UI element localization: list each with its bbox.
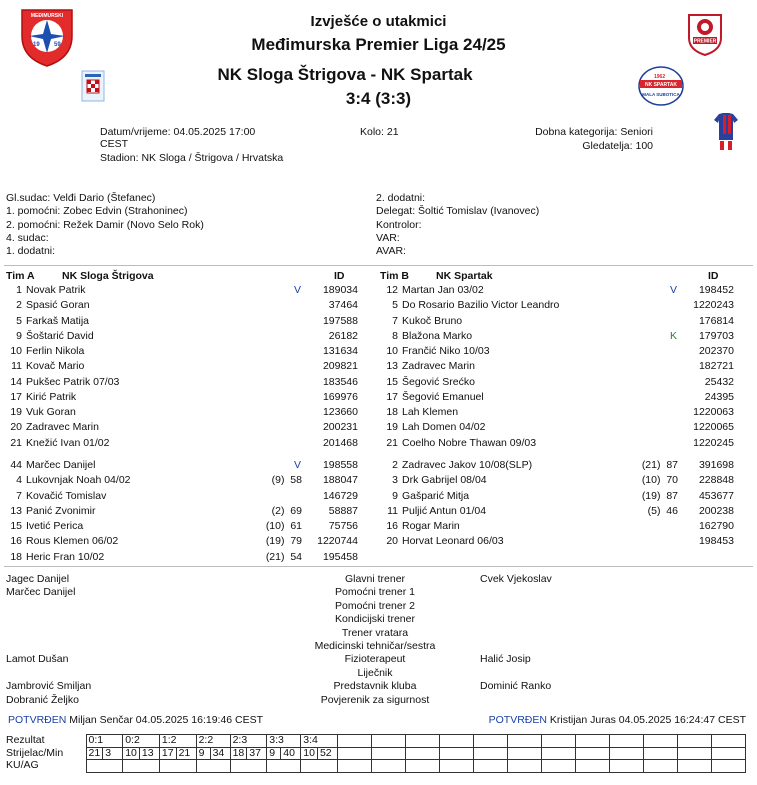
player-name: Kovačić Tomislav	[26, 489, 107, 502]
empty-cell	[371, 760, 405, 773]
player-id: 123660	[322, 406, 358, 418]
player-name: Ivetić Perica	[26, 520, 84, 532]
confirm-left-status: POTVRĐEN	[8, 714, 67, 726]
player-id: 198452	[698, 284, 734, 296]
empty-cell	[439, 735, 473, 748]
substitution-info: (21) 54	[265, 550, 302, 563]
empty-cell	[507, 735, 541, 748]
player-name: Horvat Leonard 06/03	[402, 535, 504, 548]
player-name: Puljić Antun 01/04	[402, 504, 487, 517]
scorer-minute: 13	[139, 747, 159, 760]
empty-cell	[643, 747, 677, 760]
confirm-right-text: Kristijan Juras 04.05.2025 16:24:47 CEST	[549, 714, 746, 726]
captain-mark: K	[670, 329, 678, 342]
captain-mark: V	[670, 284, 678, 296]
player-row	[376, 345, 746, 360]
player-row	[0, 474, 370, 489]
player-name: Martan Jan 03/02	[402, 284, 484, 296]
player-row	[0, 376, 370, 391]
player-number: 20	[10, 421, 22, 434]
player-number: 12	[386, 284, 398, 296]
result-score: 3:4	[301, 735, 338, 748]
player-id: 195458	[322, 550, 358, 563]
age-category: Dobna kategorija: Seniori	[535, 126, 653, 138]
player-id: 37464	[328, 299, 358, 312]
ku-cell	[196, 760, 230, 773]
player-id: 26182	[328, 329, 358, 342]
staff-name-b: Dominić Ranko	[480, 680, 552, 693]
player-name: Farkaš Matija	[26, 314, 90, 327]
player-number: 13	[386, 360, 398, 373]
empty-cell	[575, 760, 609, 773]
player-id: 169976	[322, 390, 358, 403]
match-stadium: Stadion: NK Sloga / Štrigova / Hrvatska	[100, 152, 284, 164]
official-line: 2. dodatni:	[376, 192, 426, 204]
result-score: 3:3	[267, 735, 301, 748]
player-number: 8	[392, 329, 398, 342]
player-id: 1220065	[693, 421, 734, 434]
player-id: 146729	[322, 489, 358, 502]
player-id: 182721	[698, 360, 734, 373]
results-label: Rezultat	[6, 734, 45, 747]
confirm-right-status: POTVRĐEN	[488, 714, 547, 726]
confirm-left	[8, 714, 263, 726]
result-score: 2:2	[196, 735, 230, 748]
player-name: Coelho Nobre Thawan 09/03	[402, 436, 537, 449]
staff-role: Pomoćni trener 1	[335, 586, 415, 599]
team-a-label: Tim A	[6, 270, 35, 282]
jersey-icon	[713, 112, 739, 152]
player-row	[376, 284, 746, 299]
player-number: 18	[386, 406, 398, 418]
player-number: 21	[10, 436, 22, 449]
player-id: 202370	[698, 345, 734, 357]
player-id: 1220063	[693, 406, 734, 418]
empty-cell	[337, 735, 371, 748]
staff-name-b: Cvek Vjekoslav	[480, 573, 552, 585]
player-id: 179703	[698, 329, 734, 342]
player-name: Spasić Goran	[26, 299, 90, 312]
player-number: 17	[10, 390, 22, 403]
empty-cell	[711, 760, 745, 773]
player-id: 25432	[704, 375, 734, 388]
empty-cell	[337, 747, 371, 760]
divider	[4, 265, 753, 266]
player-id: 58887	[328, 504, 358, 517]
player-id: 24395	[704, 390, 734, 403]
player-name: Rogar Marin	[402, 520, 460, 532]
empty-cell	[507, 760, 541, 773]
player-id: 1220245	[693, 436, 734, 449]
player-name: Novak Patrik	[26, 284, 86, 296]
empty-cell	[541, 760, 575, 773]
player-id: 131634	[322, 345, 358, 357]
official-line: Gl.sudac: Velđi Dario (Štefanec)	[6, 192, 156, 204]
player-name: Kovač Mario	[26, 360, 85, 373]
substitution-info: (9) 58	[271, 474, 302, 487]
player-number: 19	[386, 421, 398, 434]
player-row	[0, 459, 370, 474]
player-id: 197588	[322, 314, 358, 327]
player-row	[0, 421, 370, 436]
staff-role: Medicinski tehničar/sestra	[314, 640, 436, 652]
team-b-label: Tim B	[380, 270, 409, 282]
results-label: KU/AG	[6, 759, 39, 772]
player-row	[0, 284, 370, 299]
player-name: Zadravec Jakov 10/08(SLP)	[402, 459, 533, 471]
player-id: 188047	[322, 474, 358, 487]
substitution-info: (5) 46	[647, 504, 678, 517]
empty-cell	[405, 747, 439, 760]
player-row	[0, 551, 370, 566]
player-number: 1	[16, 284, 22, 296]
empty-cell	[371, 735, 405, 748]
results-row	[6, 735, 745, 748]
league-shield-year-a: 19	[33, 42, 40, 48]
player-name: Šegović Emanuel	[402, 390, 484, 403]
player-row	[376, 459, 746, 474]
scorer-number: 21	[86, 747, 103, 760]
spartak-logo	[638, 66, 684, 106]
staff-role: Kondicijski trener	[335, 613, 415, 626]
ku-cell	[301, 760, 338, 773]
player-name: Lukovnjak Noah 04/02	[26, 474, 131, 487]
empty-cell	[677, 760, 711, 773]
scorer-number: 17	[159, 747, 176, 760]
official-line: AVAR:	[376, 245, 406, 258]
staff-name-a: Lamot Dušan	[6, 653, 69, 666]
player-name: Heric Fran 10/02	[26, 550, 105, 563]
substitution-info: (2) 69	[271, 504, 302, 517]
player-row	[376, 520, 746, 535]
substitution-info: (10) 70	[641, 474, 678, 487]
match-score: 3:4 (3:3)	[345, 89, 412, 108]
player-name: Lah Domen 04/02	[402, 421, 486, 434]
league-shield-year-b: 59	[54, 42, 61, 48]
team-b-name: NK Spartak	[436, 270, 493, 282]
player-id: 75756	[328, 520, 358, 532]
scorer-number: 18	[230, 747, 247, 760]
empty-cell	[575, 735, 609, 748]
player-name: Šegović Srećko	[402, 375, 475, 388]
staff-role: Liječnik	[357, 666, 393, 679]
player-row	[376, 421, 746, 436]
empty-cell	[473, 735, 507, 748]
empty-cell	[677, 747, 711, 760]
federation-logo	[81, 70, 105, 102]
player-number: 20	[386, 535, 398, 548]
player-number: 15	[10, 520, 22, 532]
report-title: Izvješće o utakmici	[310, 13, 447, 30]
player-id: 200231	[322, 421, 358, 434]
player-name: Šoštarić David	[26, 329, 94, 342]
substitution-info: (19) 79	[265, 535, 302, 548]
player-row	[376, 474, 746, 489]
player-row	[0, 520, 370, 535]
player-row	[376, 330, 746, 345]
player-row	[0, 299, 370, 314]
player-row	[0, 360, 370, 375]
scorer-minute: 3	[103, 747, 123, 760]
league-shield-logo	[18, 6, 76, 68]
empty-cell	[337, 760, 371, 773]
player-name: Rous Klemen 06/02	[26, 535, 119, 548]
empty-cell	[609, 760, 643, 773]
player-name: Marčec Danijel	[26, 459, 96, 471]
player-number: 9	[392, 489, 398, 502]
divider	[4, 566, 753, 567]
player-row	[0, 315, 370, 330]
player-row	[0, 330, 370, 345]
player-name: Kukoč Bruno	[402, 314, 463, 327]
player-row	[0, 345, 370, 360]
official-line: 4. sudac:	[6, 231, 49, 244]
captain-mark: V	[294, 284, 302, 296]
staff-role: Trener vratara	[341, 626, 409, 639]
player-id: 198453	[698, 535, 734, 548]
player-id: 162790	[698, 520, 734, 532]
results-row	[6, 747, 745, 760]
player-id: 209821	[322, 360, 358, 373]
player-name: Frančić Niko 10/03	[402, 345, 490, 357]
empty-cell	[371, 747, 405, 760]
player-number: 44	[10, 459, 22, 471]
ku-cell	[123, 760, 160, 773]
staff-role: Glavni trener	[344, 573, 406, 585]
spectators: Gledatelja: 100	[582, 140, 653, 152]
player-row	[0, 490, 370, 505]
results-row	[6, 760, 745, 773]
staff-role: Pomoćni trener 2	[335, 599, 415, 612]
player-number: 5	[16, 314, 22, 327]
player-number: 2	[16, 299, 22, 312]
spartak-logo-name: NK SPARTAK	[644, 82, 678, 88]
result-score: 1:2	[159, 735, 196, 748]
scorer-number: 10	[123, 747, 140, 760]
player-row	[0, 406, 370, 421]
player-id: 228848	[698, 474, 734, 487]
player-number: 10	[386, 345, 398, 357]
substitution-info: (10) 61	[265, 520, 302, 532]
empty-cell	[439, 747, 473, 760]
player-id: 176814	[698, 314, 734, 327]
empty-cell	[677, 735, 711, 748]
player-number: 3	[392, 474, 398, 487]
result-score: 0:1	[86, 735, 123, 748]
player-number: 5	[392, 299, 398, 312]
player-number: 7	[392, 314, 398, 327]
player-number: 17	[386, 390, 398, 403]
player-number: 11	[387, 504, 398, 517]
ku-cell	[86, 760, 123, 773]
player-name: Ferlin Nikola	[26, 345, 85, 357]
player-id: 200238	[698, 504, 734, 517]
confirm-left-text: Miljan Senčar 04.05.2025 16:19:46 CEST	[69, 714, 264, 726]
empty-cell	[473, 760, 507, 773]
empty-cell	[609, 735, 643, 748]
scorer-number: 10	[301, 747, 318, 760]
player-row	[0, 391, 370, 406]
player-number: 16	[10, 535, 22, 548]
team-a-name: NK Sloga Štrigova	[62, 270, 154, 282]
results-table	[6, 734, 746, 773]
substitution-info: (21) 87	[641, 459, 678, 471]
scorer-number: 9	[196, 747, 210, 760]
staff-role: Fizioterapeut	[344, 653, 406, 666]
player-number: 4	[16, 474, 22, 487]
player-id: 391698	[698, 459, 734, 471]
empty-cell	[643, 760, 677, 773]
spartak-logo-city: MALA SUBOTICA	[642, 92, 680, 97]
substitution-info: (19) 87	[641, 489, 678, 502]
staff-name-a: Jambrović Smiljan	[6, 680, 92, 693]
staff-name-a: Marčec Danijel	[6, 586, 76, 599]
player-name: Zadravec Marin	[402, 360, 475, 373]
player-name: Blažona Marko	[402, 329, 473, 342]
scorer-number: 9	[267, 747, 281, 760]
staff-role: Povjerenik za sigurnost	[320, 693, 430, 706]
empty-cell	[405, 735, 439, 748]
player-row	[376, 406, 746, 421]
match-teams: NK Sloga Štrigova - NK Spartak	[217, 65, 473, 84]
official-line: Kontrolor:	[376, 218, 422, 231]
empty-cell	[609, 747, 643, 760]
player-id: 183546	[322, 375, 358, 388]
player-name: Panić Zvonimir	[26, 504, 96, 517]
player-row	[0, 505, 370, 520]
league-shield-text: MEĐIMURSKI	[30, 13, 64, 19]
empty-cell	[711, 735, 745, 748]
results-label: Strijelac/Min	[6, 746, 64, 759]
scorer-minute: 52	[317, 747, 337, 760]
player-id: 1220243	[693, 299, 734, 312]
player-number: 14	[10, 375, 22, 388]
player-row	[376, 535, 746, 550]
player-name: Lah Klemen	[402, 406, 459, 418]
player-number: 9	[16, 329, 22, 342]
player-row	[376, 299, 746, 314]
player-row	[376, 376, 746, 391]
player-row	[376, 391, 746, 406]
match-timezone: CEST	[100, 138, 129, 150]
empty-cell	[473, 747, 507, 760]
player-id: 201468	[322, 436, 358, 449]
player-name: Pukšec Patrik 07/03	[26, 375, 120, 388]
player-number: 18	[10, 550, 22, 563]
official-line: VAR:	[376, 231, 400, 244]
official-line: 1. pomoćni: Zobec Edvin (Strahoninec)	[6, 205, 188, 218]
player-row	[0, 535, 370, 550]
empty-cell	[541, 735, 575, 748]
empty-cell	[711, 747, 745, 760]
player-row	[376, 315, 746, 330]
scorer-minute: 37	[247, 747, 267, 760]
player-number: 11	[11, 360, 22, 373]
ku-cell	[267, 760, 301, 773]
player-name: Gašparić Mitja	[402, 489, 470, 502]
player-id: 453677	[698, 489, 734, 502]
empty-cell	[439, 760, 473, 773]
captain-mark: V	[294, 459, 302, 471]
player-row	[376, 505, 746, 520]
empty-cell	[575, 747, 609, 760]
scorer-minute: 21	[176, 747, 196, 760]
league-name: Međimurska Premier Liga 24/25	[251, 35, 506, 54]
player-name: Drk Gabrijel 08/04	[402, 474, 487, 487]
confirm-right	[489, 714, 746, 726]
player-name: Knežić Ivan 01/02	[26, 436, 110, 449]
player-number: 13	[10, 504, 22, 517]
player-name: Do Rosario Bazilio Victor Leandro	[402, 299, 560, 312]
player-number: 19	[10, 406, 22, 418]
staff-name-b: Halić Josip	[480, 653, 531, 666]
player-number: 10	[10, 345, 22, 357]
team-a-id-header: ID	[334, 270, 345, 282]
ku-cell	[159, 760, 196, 773]
official-line: 2. pomoćni: Režek Damir (Novo Selo Rok)	[6, 218, 204, 231]
player-name: Zadravec Marin	[26, 421, 99, 434]
player-name: Vuk Goran	[26, 406, 76, 418]
player-name: Kirić Patrik	[26, 390, 77, 403]
premier-logo-text: PREMIER	[693, 38, 717, 45]
player-number: 15	[386, 375, 398, 388]
player-row	[376, 360, 746, 375]
empty-cell	[541, 747, 575, 760]
player-row	[0, 437, 370, 452]
player-number: 16	[386, 520, 398, 532]
official-line: Delegat: Šoltić Tomislav (Ivanovec)	[376, 205, 540, 218]
player-row	[376, 490, 746, 505]
player-id: 189034	[322, 284, 358, 296]
empty-cell	[643, 735, 677, 748]
result-score: 0:2	[123, 735, 160, 748]
staff-name-a: Dobranić Željko	[6, 693, 79, 706]
scorer-minute: 40	[281, 747, 301, 760]
player-id: 198558	[322, 459, 358, 471]
staff-role: Predstavnik kluba	[333, 680, 417, 693]
empty-cell	[507, 747, 541, 760]
spartak-logo-year: 1962	[654, 74, 666, 80]
player-number: 7	[16, 489, 22, 502]
player-id: 1220744	[317, 535, 358, 548]
team-b-id-header: ID	[708, 270, 719, 282]
scorer-minute: 34	[210, 747, 230, 760]
player-number: 2	[392, 459, 398, 471]
player-row	[376, 437, 746, 452]
match-round: Kolo: 21	[360, 126, 399, 138]
player-number: 21	[386, 436, 398, 449]
ku-cell	[230, 760, 267, 773]
staff-name-a: Jagec Danijel	[6, 573, 70, 585]
premier-league-logo	[686, 12, 724, 56]
official-line: 1. dodatni:	[6, 245, 56, 258]
empty-cell	[405, 760, 439, 773]
result-score: 2:3	[230, 735, 267, 748]
match-datetime: Datum/vrijeme: 04.05.2025 17:00	[100, 126, 256, 138]
